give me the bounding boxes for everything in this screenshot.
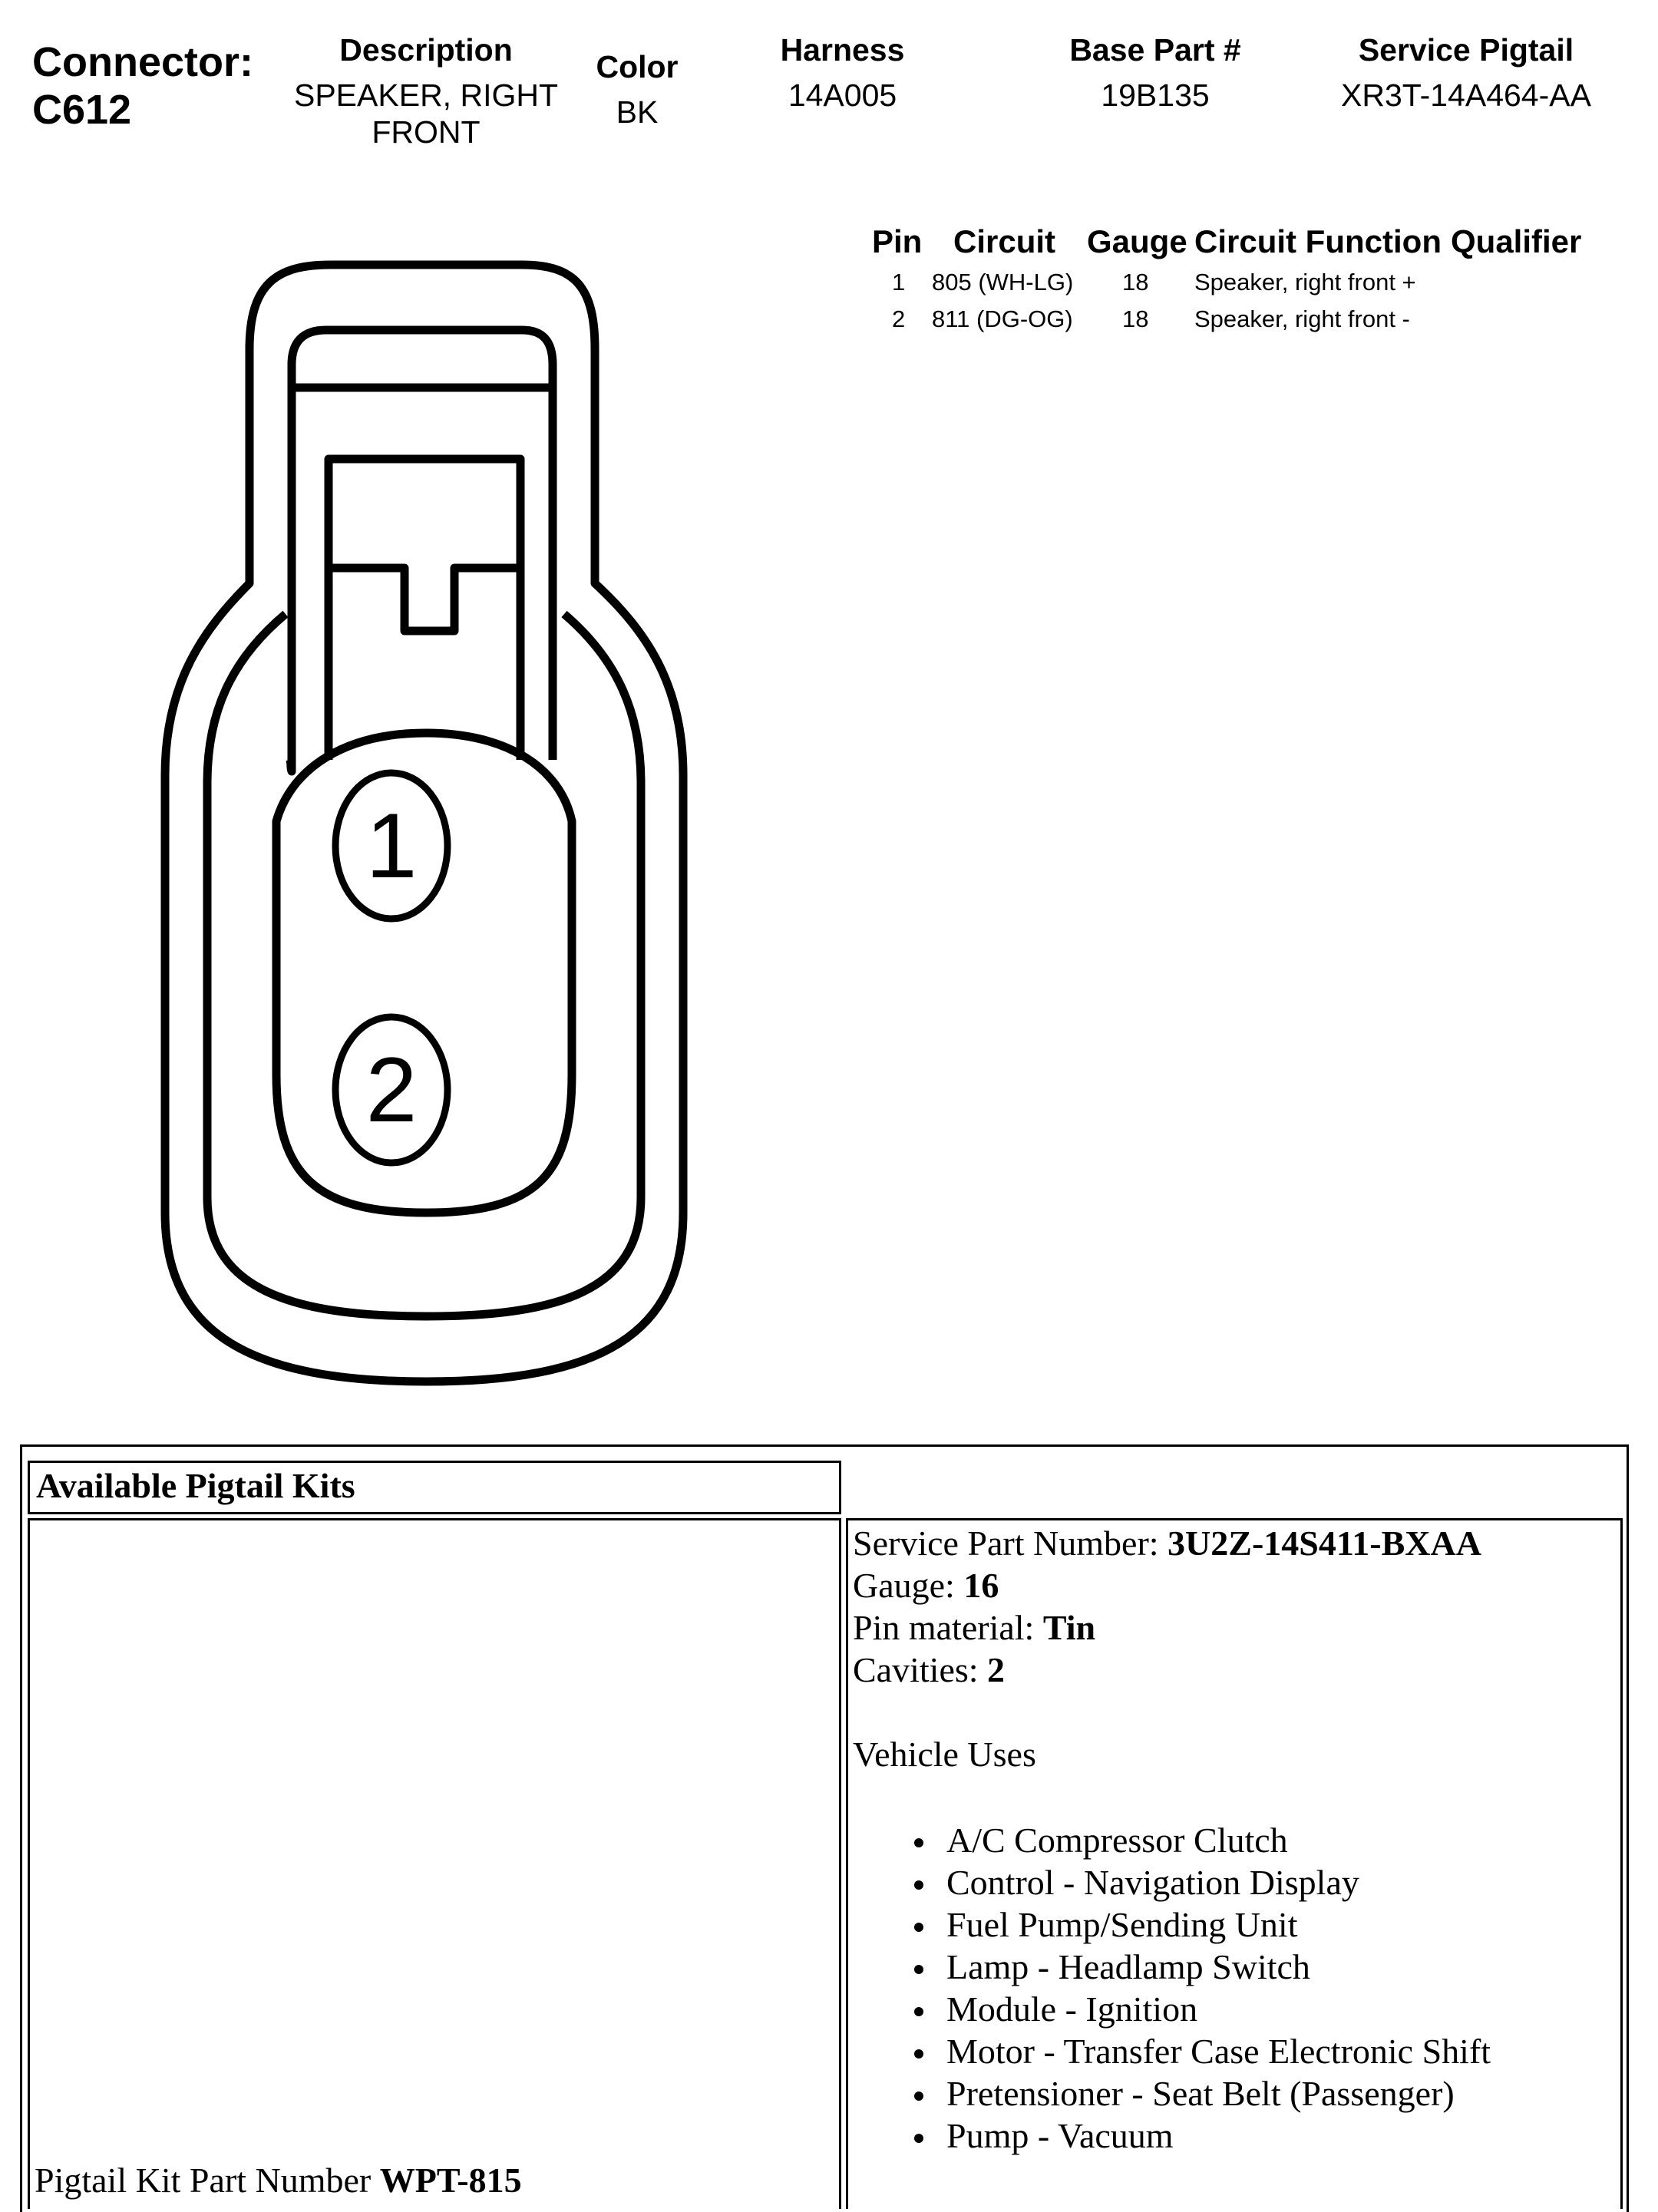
service-part-number	[853, 1522, 1491, 1564]
circuit-function-header: Circuit Function	[1194, 223, 1442, 259]
kit-part-value: WPT-815	[379, 2161, 522, 2200]
gauge-cell: 18	[1122, 269, 1149, 295]
pin-material-label: Pin material:	[853, 1608, 1043, 1647]
list-item: Pump - Vacuum	[853, 2115, 1491, 2157]
latch-key	[329, 568, 520, 631]
service-part-label: Service Part Number:	[853, 1524, 1168, 1563]
service-pigtail-value: XR3T-14A464-AA	[1341, 78, 1591, 113]
circuit-cell: 805 (WH-LG)	[932, 269, 1074, 295]
pigtail-kit-details-cell	[846, 1518, 1623, 2209]
pigtail-kit-part-number	[35, 2159, 522, 2201]
cavities	[853, 1649, 1491, 1691]
pin-cell: 1	[892, 269, 906, 295]
list-item: Control - Navigation Display	[853, 1861, 1491, 1903]
list-item: Fuel Pump/Sending Unit	[853, 1903, 1491, 1946]
function-cell: Speaker, right front -	[1194, 305, 1410, 332]
list-item: Module - Ignition	[853, 1988, 1491, 2030]
kit-part-label: Pigtail Kit Part Number	[35, 2161, 380, 2200]
list-item: A/C Compressor Clutch	[853, 1819, 1491, 1861]
pigtail-kits-title-cell	[28, 1461, 841, 1514]
gauge-header: Gauge	[1087, 223, 1187, 259]
pigtail-kit-details	[853, 1522, 1491, 2157]
list-item: Pretensioner - Seat Belt (Passenger)	[853, 2072, 1491, 2115]
harness-value: 14A005	[788, 78, 897, 113]
vehicle-uses-list	[853, 1819, 1491, 2157]
cavities-label: Cavities:	[853, 1650, 988, 1689]
pin-cavity	[276, 733, 572, 1213]
pigtail-kit-image-cell	[28, 1518, 841, 2209]
function-cell: Speaker, right front +	[1194, 269, 1416, 295]
gauge-cell: 18	[1122, 305, 1149, 332]
pin-cell: 2	[892, 305, 906, 332]
description-value-line1: SPEAKER, RIGHT	[293, 78, 558, 113]
pin-material	[853, 1606, 1491, 1649]
base-part-label: Base Part #	[1069, 32, 1241, 68]
gauge-label: Gauge:	[853, 1566, 964, 1605]
description-value-line2: FRONT	[372, 114, 481, 150]
vehicle-uses-label: Vehicle Uses	[853, 1735, 1036, 1774]
service-pigtail-column	[1290, 32, 1643, 114]
pin-1-label: 1	[365, 794, 418, 897]
qualifier-header: Qualifier	[1451, 223, 1582, 259]
connector-id: C612	[32, 87, 132, 133]
latch-tab	[329, 459, 520, 760]
connector-face-diagram	[0, 0, 768, 1420]
list-item: Motor - Transfer Case Electronic Shift	[853, 2030, 1491, 2072]
service-pigtail-label: Service Pigtail	[1358, 32, 1574, 68]
description-label: Description	[339, 32, 513, 68]
connector-label: Connector:	[32, 39, 253, 85]
base-part-value: 19B135	[1101, 78, 1210, 113]
color-value: BK	[616, 94, 659, 130]
service-part-value: 3U2Z-14S411-BXAA	[1168, 1524, 1481, 1563]
pigtail-kits-title: Available Pigtail Kits	[36, 1466, 355, 1505]
list-item: Lamp - Headlamp Switch	[853, 1946, 1491, 1988]
circuit-cell: 811 (DG-OG)	[932, 305, 1073, 332]
pin-material-value: Tin	[1042, 1608, 1096, 1647]
base-part-column	[1017, 32, 1293, 114]
circuit-header: Circuit	[953, 223, 1056, 259]
pin-header: Pin	[872, 223, 923, 259]
pin-2-label: 2	[365, 1038, 418, 1141]
cavities-value: 2	[987, 1650, 1006, 1689]
color-label: Color	[596, 49, 679, 84]
harness-label: Harness	[780, 32, 905, 68]
gauge	[853, 1564, 1491, 1606]
gauge-value: 16	[963, 1566, 999, 1605]
